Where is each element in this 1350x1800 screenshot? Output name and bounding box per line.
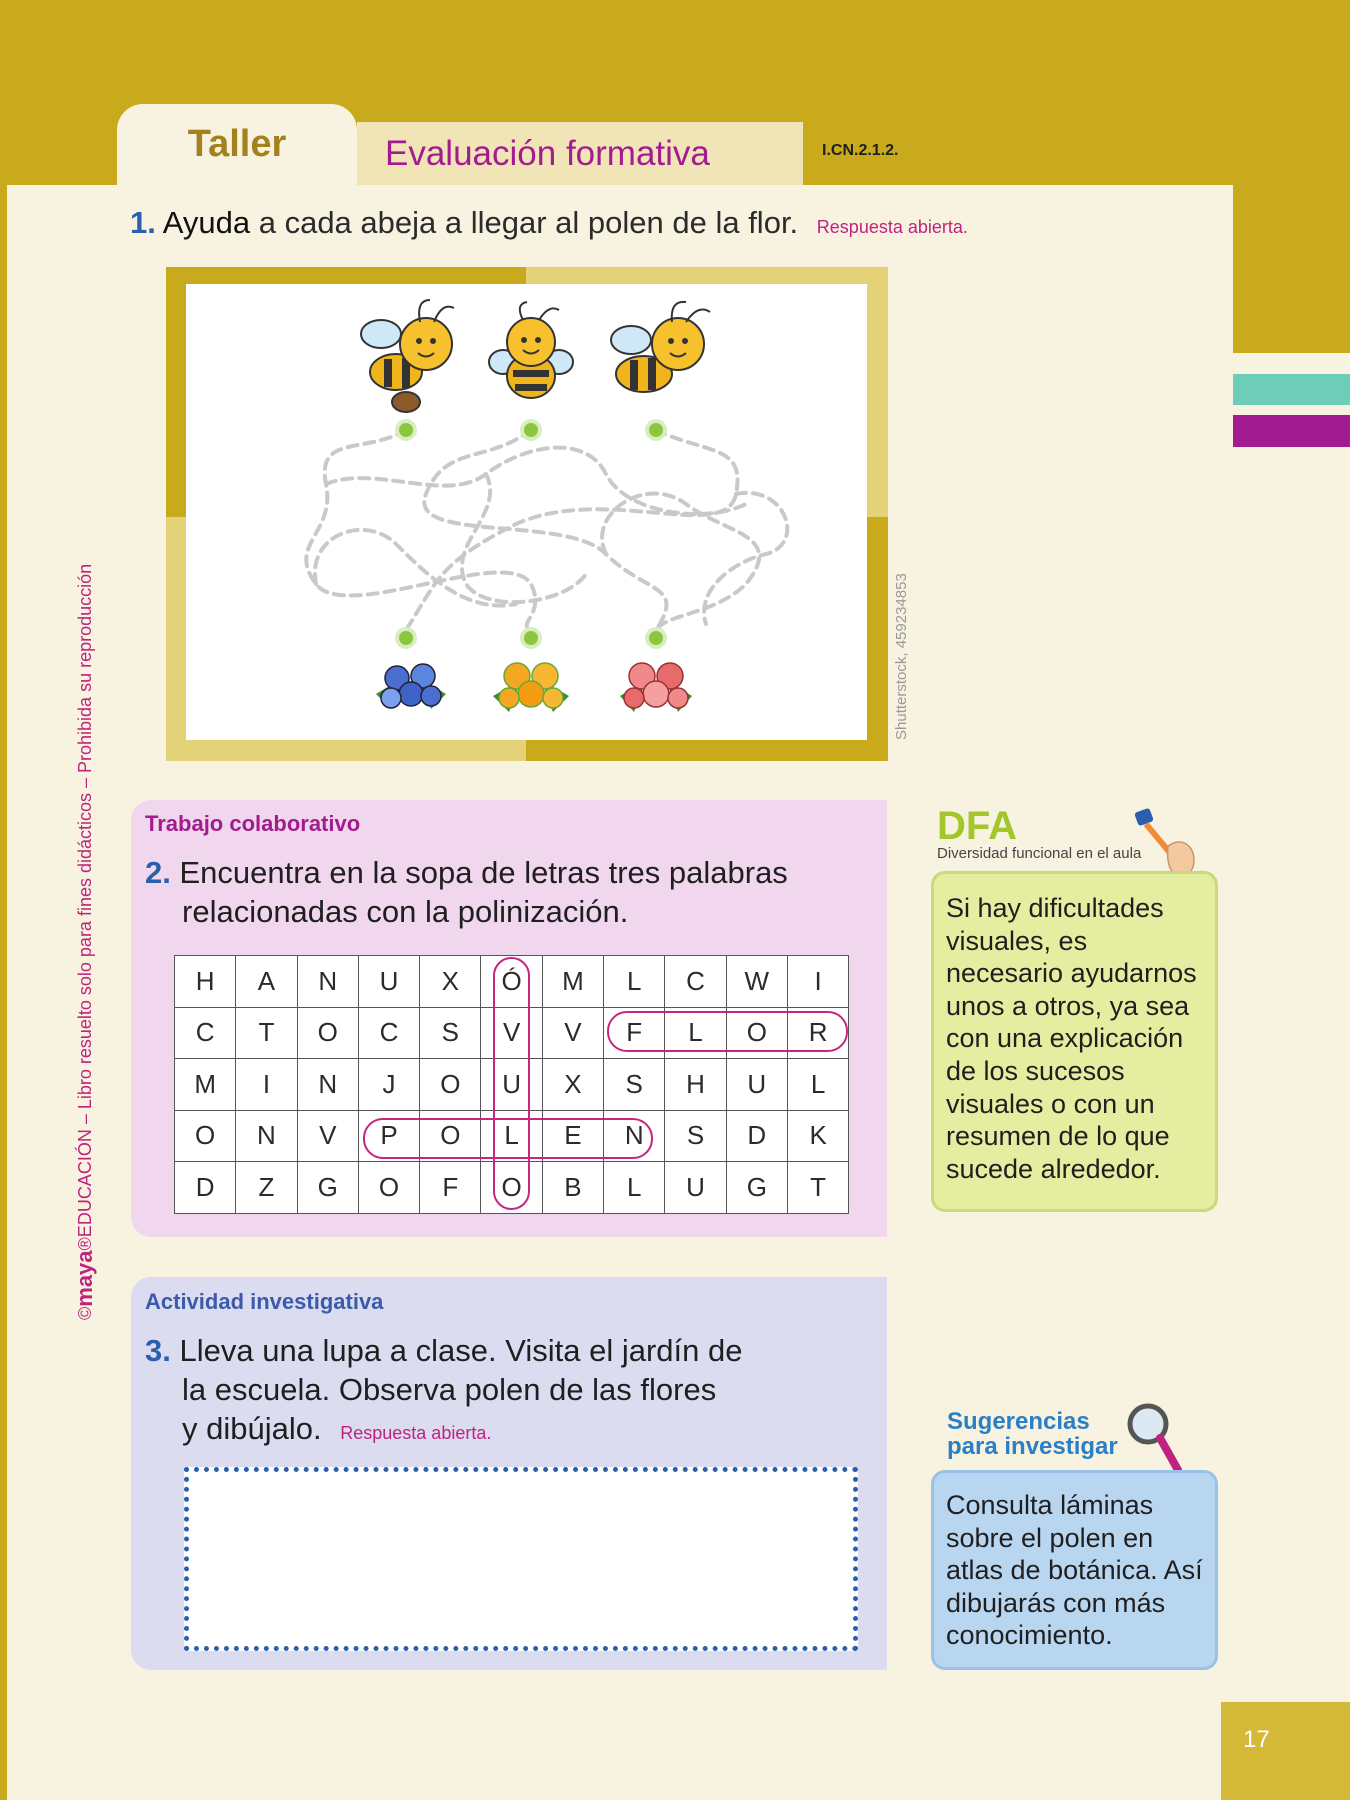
grid-cell: T bbox=[787, 1162, 848, 1214]
grid-cell: G bbox=[297, 1162, 358, 1214]
grid-cell: O bbox=[726, 1007, 787, 1059]
copyright-symbol: © bbox=[74, 1306, 95, 1320]
grid-cell: L bbox=[665, 1007, 726, 1059]
answer-hint: Respuesta abierta. bbox=[816, 217, 968, 237]
question-1 bbox=[130, 205, 968, 241]
grid-cell: G bbox=[726, 1162, 787, 1214]
flower-icon bbox=[493, 663, 569, 712]
flower-icon bbox=[376, 664, 446, 709]
answer-hint: Respuesta abierta. bbox=[340, 1423, 492, 1443]
grid-cell: K bbox=[787, 1110, 848, 1162]
question-text: a cada abeja a llegar al polen de la flor. bbox=[250, 205, 799, 240]
loop-polen-vertical bbox=[493, 957, 530, 1210]
question-text: y bbox=[182, 1411, 207, 1446]
tab-taller: Taller bbox=[117, 104, 357, 185]
question-verb: Lleva bbox=[179, 1333, 254, 1368]
dfa-box bbox=[931, 871, 1218, 1212]
suggestions-title bbox=[947, 1409, 1118, 1459]
question-verb: Ayuda bbox=[162, 205, 251, 240]
grid-cell: N bbox=[604, 1110, 665, 1162]
dfa-body: Si hay dificultades visuales, es necesario ayudarnos unos a otros, ya sea con una explicación de los sucesos visuales o con un resumen de lo que sucede alrededor. bbox=[946, 893, 1197, 1184]
section-title: Evaluación formativa bbox=[357, 122, 803, 185]
grid-cell: I bbox=[787, 956, 848, 1008]
brand-name: maya bbox=[72, 1250, 97, 1307]
suggestions-title-line2: para investigar bbox=[947, 1433, 1118, 1460]
grid-cell: Z bbox=[236, 1162, 297, 1214]
grid-cell: F bbox=[420, 1162, 481, 1214]
suggestions-title-line1: Sugerencias bbox=[947, 1408, 1090, 1435]
grid-cell: I bbox=[236, 1059, 297, 1111]
grid-cell: O bbox=[481, 1162, 542, 1214]
grid-cell: O bbox=[358, 1162, 419, 1214]
collab-title: Trabajo colaborativo bbox=[145, 811, 361, 836]
grid-cell: C bbox=[175, 1007, 236, 1059]
right-color-band bbox=[1233, 185, 1350, 353]
grid-cell: V bbox=[297, 1110, 358, 1162]
question-text: el jardín de bbox=[580, 1333, 743, 1368]
grid-cell: A bbox=[236, 956, 297, 1008]
grid-cell: L bbox=[787, 1059, 848, 1111]
loop-polen-horizontal bbox=[363, 1118, 653, 1159]
copyright-text: ®EDUCACIÓN – Libro resuelto solo para fines didácticos – Prohibida su reproducción bbox=[74, 563, 95, 1251]
grid-cell: U bbox=[726, 1059, 787, 1111]
question-3 bbox=[145, 1331, 742, 1453]
question-2 bbox=[145, 853, 788, 931]
grid-cell: X bbox=[542, 1059, 603, 1111]
dfa-title: DFA bbox=[937, 804, 1017, 848]
grid-cell: S bbox=[604, 1059, 665, 1111]
curriculum-code: I.CN.2.1.2. bbox=[822, 142, 899, 159]
loop-flor bbox=[607, 1011, 848, 1052]
grid-cell: C bbox=[358, 1007, 419, 1059]
bee-icon bbox=[361, 300, 454, 412]
grid-cell: U bbox=[481, 1059, 542, 1111]
suggestions-body: láminas sobre el polen en atlas de botánica. Así dibujarás con más conocimiento. bbox=[946, 1490, 1203, 1651]
maze-paths bbox=[306, 430, 787, 630]
grid-cell: B bbox=[542, 1162, 603, 1214]
grid-cell: D bbox=[175, 1162, 236, 1214]
magenta-strip bbox=[1233, 415, 1350, 447]
grid-cell: S bbox=[665, 1110, 726, 1162]
grid-cell: M bbox=[542, 956, 603, 1008]
grid-cell: O bbox=[420, 1059, 481, 1111]
maze-svg bbox=[186, 284, 867, 740]
grid-cell: M bbox=[175, 1059, 236, 1111]
grid-cell: Ó bbox=[481, 956, 542, 1008]
question-number: 3. bbox=[145, 1333, 171, 1368]
left-edge-band bbox=[0, 185, 7, 1800]
bee-icon bbox=[611, 302, 710, 392]
question-number: 1. bbox=[130, 205, 156, 240]
grid-cell: T bbox=[236, 1007, 297, 1059]
grid-cell: O bbox=[420, 1110, 481, 1162]
grid-cell: N bbox=[297, 956, 358, 1008]
question-text: en la sopa de letras tres palabras bbox=[320, 855, 788, 890]
maze-illustration bbox=[186, 284, 867, 740]
question-text: polen de las flores bbox=[456, 1372, 717, 1407]
bee-icon bbox=[489, 302, 573, 398]
drawing-area[interactable] bbox=[184, 1467, 858, 1651]
flower-icon bbox=[620, 663, 692, 712]
grid-cell: N bbox=[236, 1110, 297, 1162]
question-text: . bbox=[313, 1411, 322, 1446]
grid-cell: H bbox=[665, 1059, 726, 1111]
grid-cell: F bbox=[604, 1007, 665, 1059]
question-text-line2: relacionadas con la polinización. bbox=[182, 894, 629, 929]
teal-strip bbox=[1233, 374, 1350, 405]
question-number: 2. bbox=[145, 855, 171, 890]
grid-cell: W bbox=[726, 956, 787, 1008]
image-credit: Shutterstock, 459234853 bbox=[893, 573, 910, 740]
maze-dots bbox=[397, 421, 665, 647]
grid-cell: P bbox=[358, 1110, 419, 1162]
grid-cell: V bbox=[481, 1007, 542, 1059]
question-verb: dibújalo bbox=[206, 1411, 313, 1446]
suggestions-verb: Consulta bbox=[946, 1490, 1053, 1520]
grid-cell: H bbox=[175, 956, 236, 1008]
question-verb: Observa bbox=[338, 1372, 456, 1407]
question-text: una lupa a clase. bbox=[253, 1333, 506, 1368]
grid-cell: N bbox=[297, 1059, 358, 1111]
suggestions-box bbox=[931, 1470, 1218, 1670]
grid-cell: L bbox=[604, 1162, 665, 1214]
grid-cell: L bbox=[604, 956, 665, 1008]
invest-title: Actividad investigativa bbox=[145, 1289, 384, 1314]
grid-cell: U bbox=[358, 956, 419, 1008]
question-verb: Encuentra bbox=[179, 855, 321, 890]
question-verb: Visita bbox=[505, 1333, 581, 1368]
grid-cell: V bbox=[542, 1007, 603, 1059]
grid-cell: X bbox=[420, 956, 481, 1008]
grid-cell: D bbox=[726, 1110, 787, 1162]
magnifier-icon bbox=[1124, 1400, 1184, 1476]
grid-cell: O bbox=[175, 1110, 236, 1162]
grid-cell: J bbox=[358, 1059, 419, 1111]
dfa-subtitle: Diversidad funcional en el aula bbox=[937, 845, 1142, 862]
grid-cell: S bbox=[420, 1007, 481, 1059]
grid-cell: R bbox=[787, 1007, 848, 1059]
grid-cell: E bbox=[542, 1110, 603, 1162]
grid-cell: L bbox=[481, 1110, 542, 1162]
question-text: la escuela. bbox=[182, 1372, 339, 1407]
grid-cell: U bbox=[665, 1162, 726, 1214]
grid-cell: C bbox=[665, 956, 726, 1008]
grid-cell: O bbox=[297, 1007, 358, 1059]
copyright-note bbox=[65, 480, 105, 1320]
page-number: 17 bbox=[1221, 1702, 1350, 1800]
